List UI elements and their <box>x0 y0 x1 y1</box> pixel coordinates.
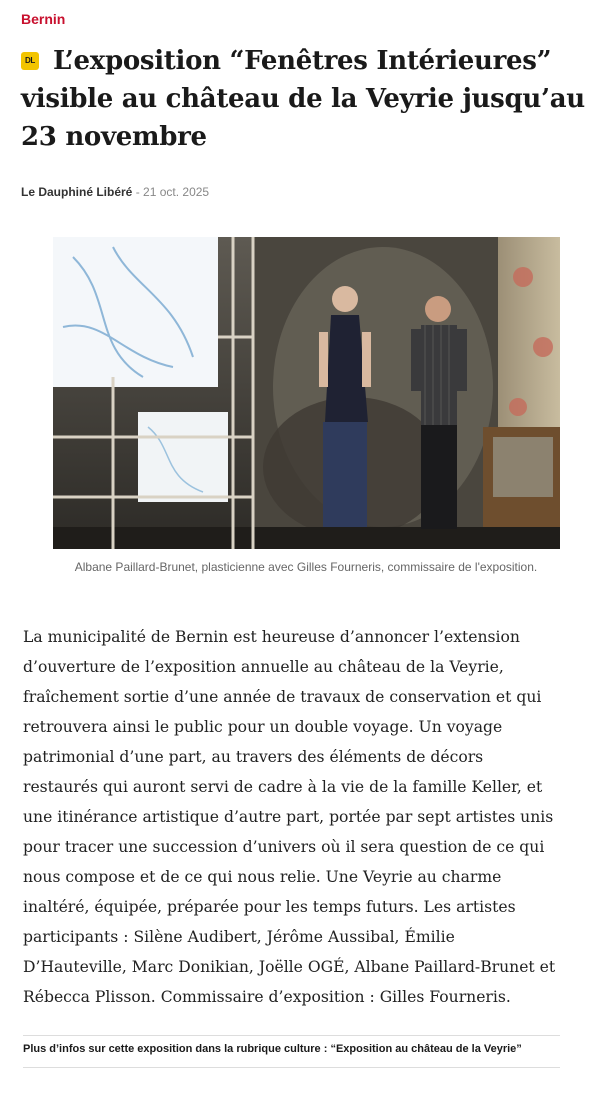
photo-caption: Albane Paillard-Brunet, plasticienne avec Gilles Fourneris, commissaire de l'exposition. <box>74 560 538 574</box>
article-headline <box>21 42 591 156</box>
dl-logo-badge: DL <box>21 52 39 70</box>
more-info-link[interactable]: Plus d’infos sur cette exposition dans la rubrique culture : “Exposition au château de la Veyrie” <box>23 1043 522 1055</box>
article-body: La municipalité de Bernin est heureuse d’annoncer l’extension d’ouverture de l’exposition annuelle au château de la Veyrie, fraîchement sortie d’une année de travaux de conservation et qui retrouvera ainsi le public pour un double voyage. Un voyage patrimonial d’une part, au travers des éléments de décors restaurés qui auront servi de cadre à la vie de la famille Keller, et une itinérance artistique d’autre part, portée par sept artistes unis pour tracer une succession d’univers où il sera question de ce qui nous compose et de ce qui nous relie. Une Veyrie au charme inaltéré, équipée, préparée pour les temps futurs. Les artistes participants : Silène Audibert, Jérôme Aussibal, Émilie D’Hauteville, Marc Donikian, Joëlle OGÉ, Albane Paillard-Brunet et Rébecca Plisson. Commissaire d’exposition : Gilles Fourneris. <box>23 628 556 1006</box>
article-photo[interactable] <box>53 237 560 549</box>
divider-bottom <box>23 1067 560 1068</box>
source-name: Le Dauphiné Libéré <box>21 185 133 199</box>
publish-date: 21 oct. 2025 <box>143 185 210 199</box>
divider-top <box>23 1035 560 1036</box>
headline-text: L’exposition “Fenêtres Intérieures” visible au château de la Veyrie jusqu’au 23 novembre <box>21 46 585 152</box>
byline <box>21 185 209 199</box>
section-kicker[interactable]: Bernin <box>21 11 66 27</box>
byline-separator: - <box>132 185 144 199</box>
photo-illustration <box>53 237 560 549</box>
